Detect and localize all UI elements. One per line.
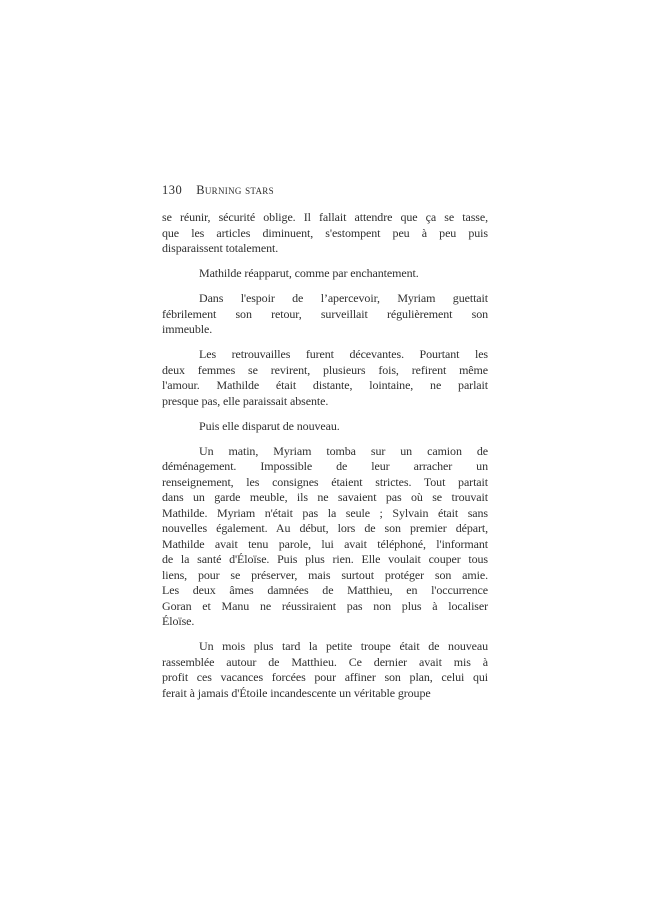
text-line: liens, pour se préserver, mais surtout protéger son amie. — [162, 567, 488, 582]
page-number: 130 — [162, 183, 183, 197]
text-line: nouvelles également. Au début, lors de son premier départ, — [162, 521, 488, 535]
paragraph — [162, 347, 488, 409]
page-header — [162, 183, 488, 197]
text-line: Dans l'espoir de l’apercevoir, Myriam guettait — [199, 291, 488, 305]
text-line: Mathilde. Myriam n'était pas la seule ; Sylvain était sans — [162, 505, 488, 520]
text-line: fébrilement son retour, surveillait régulièrement son — [162, 306, 488, 321]
text-line: presque pas, elle paraissait absente. — [162, 393, 329, 408]
text-line: rassemblée autour de Matthieu. Ce dernier avait mis à — [162, 654, 488, 669]
paragraph — [162, 210, 488, 257]
text-line: immeuble. — [162, 322, 213, 336]
running-title: Burning stars — [196, 183, 274, 197]
text-line: Un matin, Myriam tomba sur un camion de — [199, 443, 488, 458]
text-line: ferait à jamais d'Étoile incandescente un véritable groupe — [162, 685, 431, 700]
text-line: profit ces vacances forcées pour affiner son plan, celui qui — [162, 670, 488, 684]
text-line: déménagement. Impossible de leur arracher un — [162, 459, 488, 473]
text-line: se réunir, sécurité oblige. Il fallait attendre que ça se tasse, — [162, 210, 488, 224]
paragraph — [162, 291, 488, 338]
text-line: de la santé d'Éloïse. Puis plus rien. Elle voulait couper tous — [162, 552, 488, 566]
text-line: que les articles diminuent, s'estompent peu à peu puis — [162, 225, 488, 240]
text-line: dans un garde meuble, ils ne savaient pas où se trouvait — [162, 490, 488, 504]
text-line: Mathilde avait tenu parole, lui avait téléphoné, l'informant — [162, 536, 488, 551]
text-line: Goran et Manu ne réussiraient pas non plus à localiser — [162, 598, 488, 613]
text-line: l'amour. Mathilde était distante, lointaine, ne parlait — [162, 378, 488, 392]
text-line: disparaissent totalement. — [162, 241, 279, 255]
text-line: deux femmes se revirent, plusieurs fois, refirent même — [162, 362, 488, 377]
text-line: Mathilde réapparut, comme par enchantement. — [199, 266, 419, 280]
text-line: Les retrouvailles furent décevantes. Pourtant les — [199, 347, 488, 361]
page-text — [162, 210, 488, 701]
text-line: renseignement, les consignes étaient strictes. Tout partait — [162, 474, 488, 489]
text-line: Les deux âmes damnées de Matthieu, en l'occurrence — [162, 583, 488, 597]
text-line: Éloïse. — [162, 614, 195, 628]
text-line: Puis elle disparut de nouveau. — [199, 418, 340, 433]
text-line: Un mois plus tard la petite troupe était de nouveau — [199, 639, 488, 653]
paragraph — [162, 266, 488, 282]
paragraph — [162, 444, 488, 630]
paragraph — [162, 419, 488, 435]
paragraph — [162, 639, 488, 701]
